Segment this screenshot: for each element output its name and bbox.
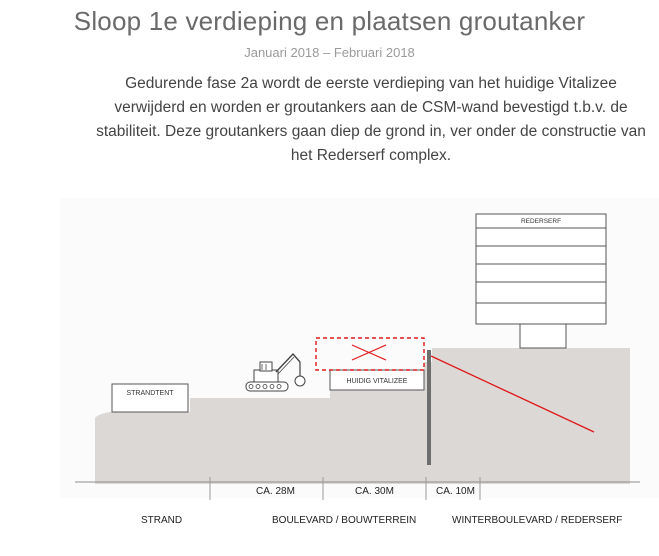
phase-description: Gedurende fase 2a wordt de eerste verdieping van het huidige Vitalizee verwijderd en worden er groutankers aan de CSM-wand bevestigd t.b.v. de stabiliteit. Deze groutankers gaan diep de grond in, ver onder de constructie van het Rederserf complex. [96,75,646,164]
rederserf-building [476,214,606,324]
strandtent-label: STRANDTENT [126,390,174,397]
cross-section-svg [0,190,659,556]
distance-label-30m: CA. 30M [355,486,394,497]
zone-label-winterboulevard: WINTERBOULEVARD / REDERSERF [452,515,623,526]
date-range: Januari 2018 – Februari 2018 [244,45,415,60]
csm-wall [427,350,431,465]
distance-label-10m: CA. 10M [436,486,475,497]
vitalizee-label: HUIDIG VITALIZEE [346,378,408,385]
rederserf-base [520,324,566,348]
zone-label-boulevard: BOULEVARD / BOUWTERREIN [272,515,417,526]
distance-label-28m: CA. 28M [256,486,295,497]
zone-label-strand: STRAND [141,515,183,526]
construction-diagram [0,190,659,556]
strandtent-building [112,384,188,412]
rederserf-label: REDERSERF [520,218,562,225]
page-title: Sloop 1e verdieping en plaatsen groutanker [73,6,586,36]
